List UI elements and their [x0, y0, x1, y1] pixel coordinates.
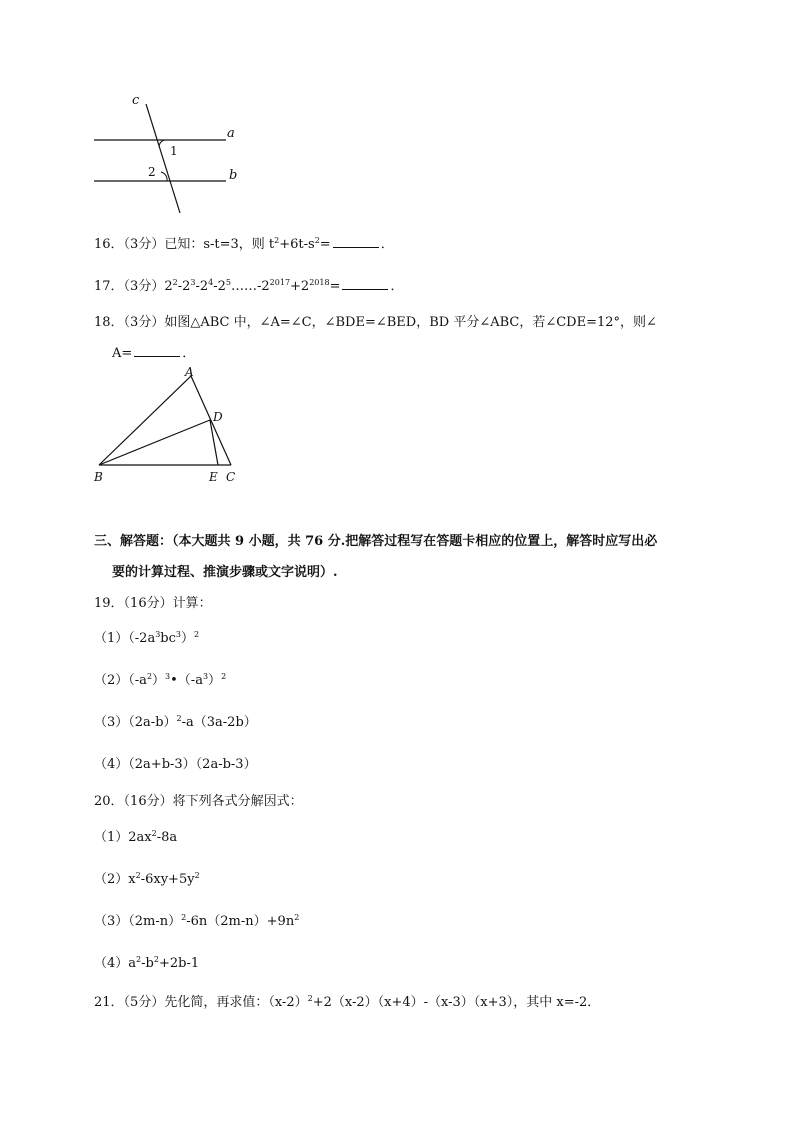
label-E: E	[209, 470, 218, 484]
question-18-line1	[94, 311, 657, 330]
q20-p3-a: （2m-n）	[128, 914, 182, 929]
line-c	[146, 104, 180, 213]
label-b: b	[229, 168, 238, 183]
q20-p1-b: -8a	[156, 830, 178, 845]
question-19	[94, 592, 212, 611]
q19-p1-idx: （1）	[94, 631, 129, 646]
q17-e6: 2018	[309, 278, 330, 287]
label-B: B	[94, 470, 103, 484]
q19-p4-idx: （4）	[94, 757, 129, 772]
q17-e4: 5	[225, 278, 231, 287]
q17-num: 17．	[94, 279, 124, 294]
label-C: C	[226, 470, 236, 484]
q16-answer-blank[interactable]	[333, 236, 379, 248]
label-c: c	[132, 93, 140, 108]
q19-p2-idx: （2）	[94, 673, 129, 688]
q17-e2: 3	[190, 278, 196, 287]
q19-p1-c: ）	[181, 631, 195, 646]
q19-part-2	[94, 669, 226, 688]
question-16	[94, 233, 394, 252]
q20-p2-a: x	[128, 872, 136, 887]
label-D: D	[213, 410, 223, 424]
q19-p2-e4: 2	[221, 672, 227, 681]
q17-b7: =	[329, 279, 341, 294]
q18-num: 18．	[94, 315, 124, 330]
section-3-text-2: 要的计算过程、推演步骤或文字说明）.	[112, 565, 338, 580]
question-20	[94, 790, 303, 809]
q19-part-3	[94, 711, 257, 730]
q19-p2-b: ）	[152, 673, 166, 688]
label-a: a	[227, 126, 235, 141]
q16-score: （3分）	[123, 237, 165, 252]
q20-p4-idx: （4）	[94, 956, 129, 971]
q17-score: （3分）	[123, 279, 165, 294]
q20-p2-e1: 2	[135, 871, 141, 880]
question-18-line2	[112, 342, 195, 361]
q20-title: 将下列各式分解因式：	[172, 794, 303, 809]
q19-p3-idx: （3）	[94, 715, 129, 730]
q19-p1-e2: 3	[175, 630, 181, 639]
q17-e5: 2017	[269, 278, 291, 287]
q19-score: （16分）	[123, 596, 173, 611]
q20-num: 20．	[94, 794, 124, 809]
q20-p3-idx: （3）	[94, 914, 129, 929]
q21-exp-1: 2	[307, 994, 313, 1003]
segment-AB	[99, 376, 191, 465]
q17-b2: -2	[177, 279, 191, 294]
question-21	[94, 991, 600, 1010]
q20-p1-a: 2ax	[128, 830, 152, 845]
q16-text-a: 已知：s-t=3，则 t	[164, 237, 275, 252]
q19-num: 19．	[94, 596, 124, 611]
q19-p2-e1: 2	[146, 672, 153, 681]
q19-title: 计算：	[172, 596, 212, 611]
q19-p1-b: bc	[160, 631, 176, 646]
q19-p2-d: ）	[208, 673, 222, 688]
q18-text: 如图△ABC 中，∠A=∠C，∠BDE=∠BED，BD 平分∠ABC，若∠CDE=12°，则∠	[164, 315, 657, 330]
q21-text-a: 先化简，再求值：（x-2）	[164, 995, 308, 1010]
q17-e3: 4	[208, 278, 214, 287]
q21-score: （5分）	[123, 995, 165, 1010]
angle-2-arc	[161, 172, 167, 181]
q19-p3-b: -a（3a-2b）	[181, 715, 257, 730]
q20-p4-e2: 2	[153, 955, 159, 964]
q19-p4-a: （2a+b-3）（2a-b-3）	[128, 757, 257, 772]
q20-p1-e1: 2	[151, 829, 157, 838]
q18-answer-blank[interactable]	[134, 345, 180, 357]
q17-b4: -2	[213, 279, 226, 294]
q20-part-4	[94, 952, 199, 971]
section-3-header-line2	[112, 561, 338, 580]
parallel-lines-figure	[88, 92, 248, 220]
q19-p3-e1: 2	[176, 714, 182, 723]
q19-p2-e2: 3	[165, 672, 171, 681]
q17-b1: 2	[164, 279, 173, 294]
q19-p1-e1: 3	[155, 630, 161, 639]
q18-text-2: A=	[112, 346, 133, 361]
q20-score: （16分）	[123, 794, 173, 809]
label-angle-1: 1	[170, 144, 178, 158]
angle-1-arc	[159, 140, 164, 147]
q19-part-1	[94, 627, 199, 646]
q17-b6: +2	[290, 279, 310, 294]
q20-p4-e1: 2	[136, 955, 142, 964]
q18-score: （3分）	[123, 315, 165, 330]
q19-p1-a: （-2a	[128, 631, 156, 646]
q20-p4-b: -b	[141, 956, 154, 971]
triangle-figure	[88, 364, 248, 488]
label-A: A	[185, 365, 194, 379]
segment-BD	[99, 420, 210, 465]
segment-AC	[191, 376, 231, 465]
q17-b3: -2	[195, 279, 209, 294]
q18-end: ．	[182, 346, 196, 361]
q17-b5: ……-2	[231, 279, 270, 294]
section-3-header-line1	[94, 530, 657, 549]
q20-p4-a: a	[128, 956, 137, 971]
q17-e1: 2	[172, 278, 178, 287]
q19-p2-a: （-a	[128, 673, 147, 688]
q19-p1-e3: 2	[194, 630, 200, 639]
q16-num: 16．	[94, 237, 124, 252]
q17-end: ．	[390, 279, 404, 294]
q16-text-b: +6t-s	[279, 237, 315, 252]
q20-p3-b: -6n（2m-n）+9n	[186, 914, 295, 929]
q17-answer-blank[interactable]	[342, 278, 388, 290]
q20-p1-idx: （1）	[94, 830, 129, 845]
q20-p2-idx: （2）	[94, 872, 129, 887]
q20-part-1	[94, 826, 177, 845]
q19-p3-a: （2a-b）	[128, 715, 177, 730]
q19-p2-c: •（-a	[170, 673, 203, 688]
q19-part-4	[94, 753, 257, 772]
q20-p2-b: -6xy+5y	[140, 872, 195, 887]
label-angle-2: 2	[148, 165, 156, 179]
q16-exp-2: 2	[314, 236, 320, 245]
q20-p4-c: +2b-1	[158, 956, 200, 971]
q19-p2-e3: 3	[202, 672, 209, 681]
q20-p3-e2: 2	[294, 913, 300, 922]
q20-part-2	[94, 868, 200, 887]
q20-part-3	[94, 910, 299, 929]
question-17	[94, 275, 403, 294]
q20-p3-e1: 2	[181, 913, 187, 922]
q21-num: 21．	[94, 995, 124, 1010]
q20-p2-e2: 2	[194, 871, 200, 880]
q16-text-c: =	[319, 237, 331, 252]
section-3-text-1: 三、解答题：（本大题共 9 小题，共 76 分.把解答过程写在答题卡相应的位置上，解答时应写出必	[94, 534, 658, 549]
q16-end: ．	[380, 237, 394, 252]
q21-text-b: +2（x-2）（x+4）-（x-3）（x+3），其中 x=-2．	[312, 995, 601, 1010]
q16-exp-1: 2	[274, 236, 280, 245]
